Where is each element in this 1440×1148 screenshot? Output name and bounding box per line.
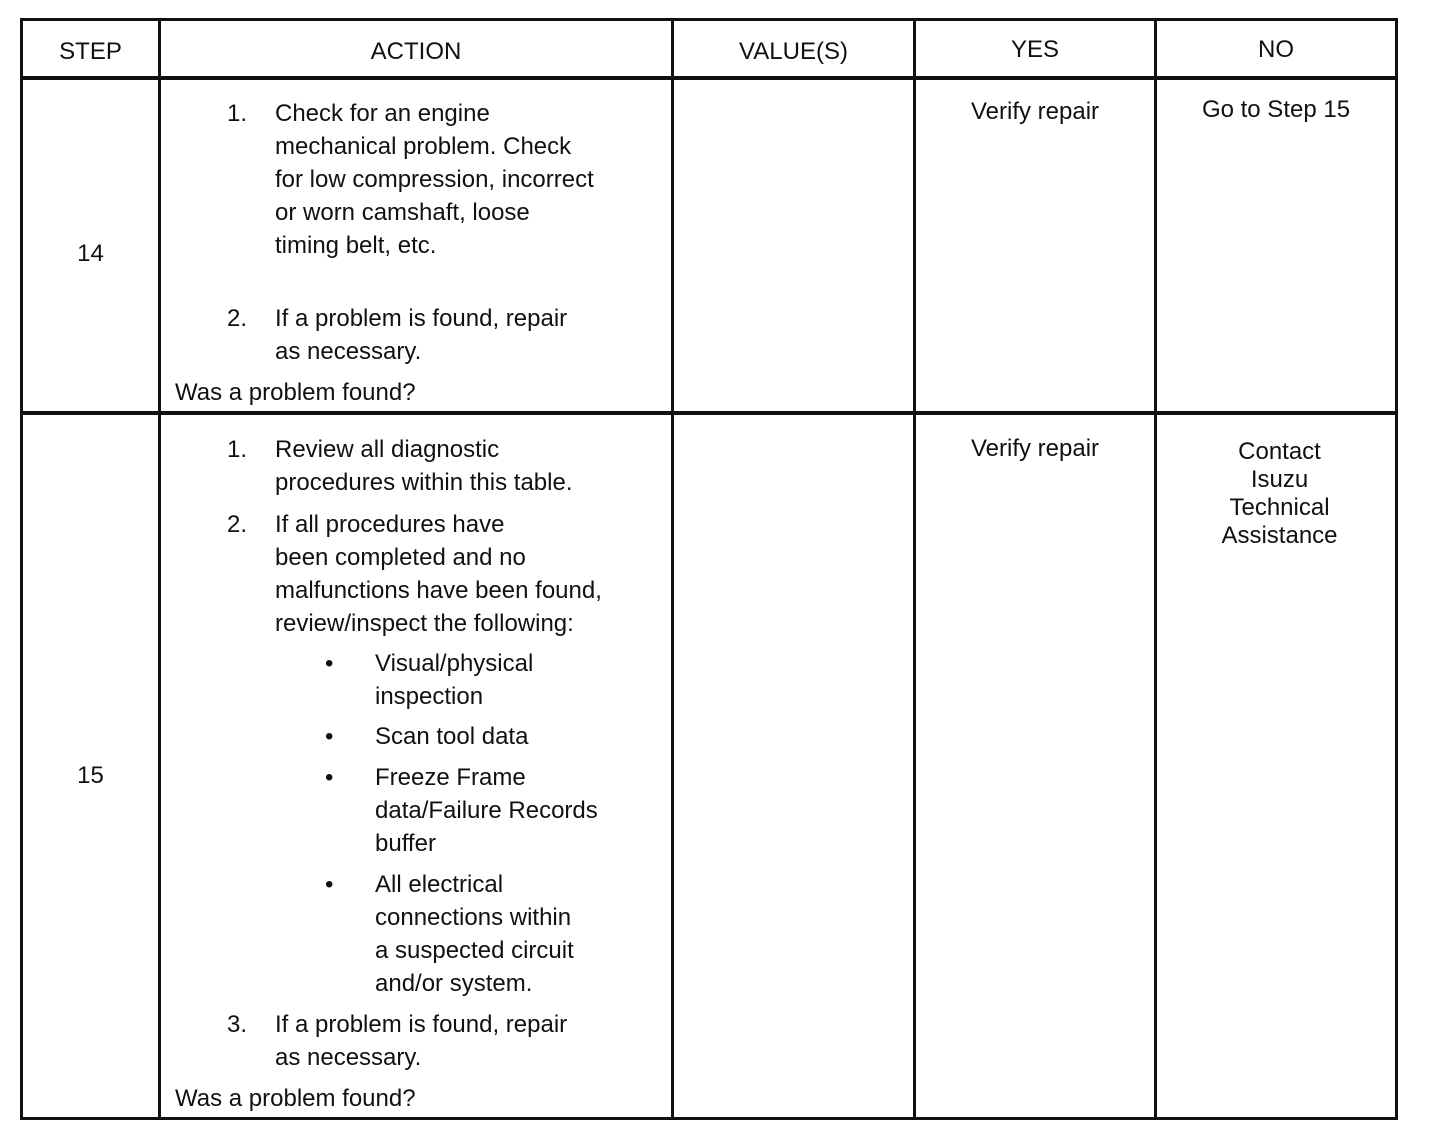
diagnostic-table: [20, 18, 1398, 1120]
step-number: 15: [77, 762, 104, 789]
header-action: ACTION: [370, 38, 462, 65]
yes-result: Verify repair: [970, 98, 1100, 125]
step-number: 14: [77, 240, 104, 267]
action-line: If a problem is found, repair: [275, 1011, 568, 1038]
row-divider: [20, 411, 1398, 415]
action-line: timing belt, etc.: [275, 232, 437, 259]
action-line: been completed and no: [275, 544, 526, 571]
no-result: Go to Step 15: [1201, 96, 1351, 123]
bullet-line: a suspected circuit: [375, 937, 574, 964]
bullet-line: data/Failure Records: [375, 797, 598, 824]
action-line: If all procedures have: [275, 511, 505, 538]
action-line: as necessary.: [275, 1044, 422, 1071]
yes-result: Verify repair: [970, 435, 1100, 462]
bullet-icon: •: [325, 871, 334, 898]
column-divider-1: [158, 18, 161, 1120]
action-item-number: 2.: [226, 305, 247, 332]
action-item-number: 3.: [226, 1011, 247, 1038]
action-line: review/inspect the following:: [275, 610, 574, 637]
bullet-line: Visual/physical: [375, 650, 534, 677]
column-divider-4: [1154, 18, 1157, 1120]
bullet-line: All electrical: [375, 871, 504, 898]
bullet-icon: •: [325, 723, 334, 750]
bullet-line: Freeze Frame: [375, 764, 526, 791]
no-result-line: Technical: [1229, 494, 1330, 521]
action-item-number: 1.: [226, 436, 247, 463]
action-line: procedures within this table.: [275, 469, 573, 496]
table-border-left: [20, 18, 23, 1120]
action-line: as necessary.: [275, 338, 422, 365]
bullet-line: inspection: [375, 683, 484, 710]
action-question: Was a problem found?: [175, 379, 416, 406]
no-result: [1157, 438, 1402, 550]
header-values: VALUE(S): [739, 38, 848, 65]
bullet-line: buffer: [375, 830, 436, 857]
action-line: malfunctions have been found,: [275, 577, 602, 604]
action-line: mechanical problem. Check: [275, 133, 572, 160]
no-result-line: Contact: [1238, 438, 1321, 465]
no-result-line: Assistance: [1221, 522, 1338, 549]
column-divider-3: [913, 18, 916, 1120]
action-line: Check for an engine: [275, 100, 490, 127]
bullet-line: Scan tool data: [375, 723, 529, 750]
table-border-right: [1395, 18, 1398, 1120]
action-line: for low compression, incorrect: [275, 166, 594, 193]
bullet-line: connections within: [375, 904, 572, 931]
bullet-icon: •: [325, 650, 334, 677]
action-line: If a problem is found, repair: [275, 305, 568, 332]
bullet-icon: •: [325, 764, 334, 791]
bullet-line: and/or system.: [375, 970, 533, 997]
no-result-line: Isuzu: [1250, 466, 1309, 493]
action-item-number: 1.: [226, 100, 247, 127]
action-line: or worn camshaft, loose: [275, 199, 530, 226]
header-divider: [20, 76, 1398, 80]
action-item-number: 2.: [226, 511, 247, 538]
table-border-bottom: [20, 1117, 1398, 1120]
action-line: Review all diagnostic: [275, 436, 500, 463]
header-step: STEP: [59, 38, 122, 65]
table-border-top: [20, 18, 1398, 21]
header-no: NO: [1258, 36, 1294, 63]
column-divider-2: [671, 18, 674, 1120]
header-yes: YES: [1010, 36, 1060, 63]
action-question: Was a problem found?: [175, 1085, 416, 1112]
